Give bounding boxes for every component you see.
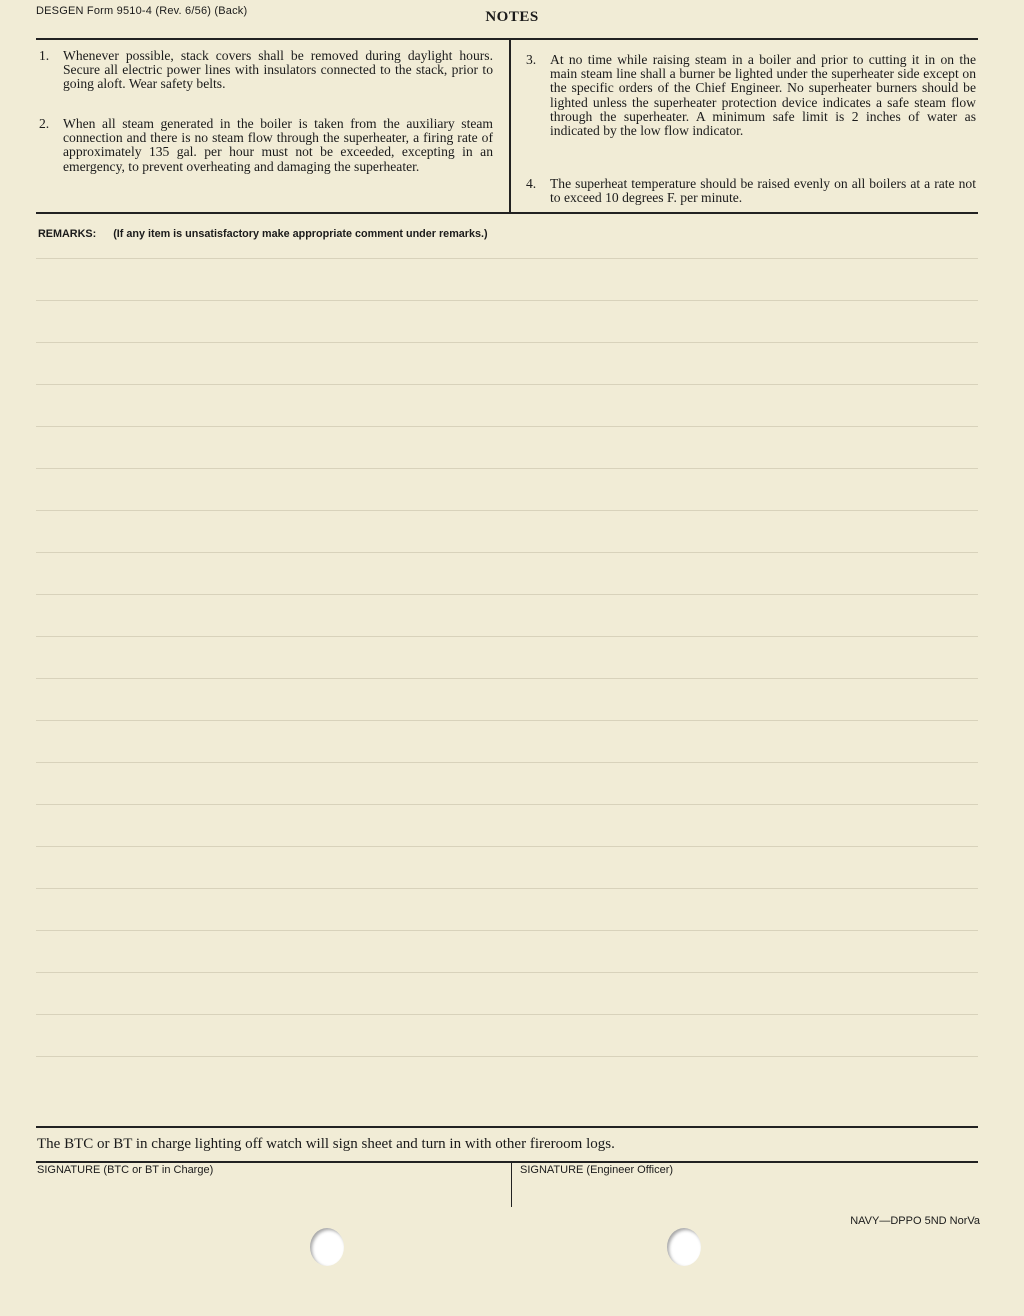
remarks-line [36, 888, 978, 889]
remarks-line [36, 762, 978, 763]
signature-rule [36, 1161, 978, 1163]
remarks-line [36, 1014, 978, 1015]
remarks-instruction: (If any item is unsatisfactory make appropriate comment under remarks.) [113, 228, 488, 240]
remarks-line [36, 258, 978, 259]
note-text: Whenever possible, stack covers shall be removed during daylight hours. Secure all electric power lines with insulators connected to the stack, prior to going aloft. Wear safety belts. [63, 48, 493, 92]
remarks-line [36, 510, 978, 511]
note-2 [39, 117, 493, 207]
punch-hole-right [667, 1228, 701, 1266]
footer-instruction: The BTC or BT in charge lighting off watch will sign sheet and turn in with other fireroom logs. [37, 1136, 615, 1152]
remarks-area[interactable] [36, 244, 978, 1104]
note-number: 3. [526, 52, 537, 67]
note-text: The superheat temperature should be raised evenly on all boilers at a rate not to exceed 10 degrees F. per minute. [550, 176, 976, 206]
remarks-line [36, 804, 978, 805]
remarks-header [38, 228, 488, 240]
remarks-line [36, 846, 978, 847]
remarks-label: REMARKS: [38, 228, 97, 240]
note-text: At no time while raising steam in a boiler and prior to cutting it in on the main steam line shall a burner be lighted under the superheater side except on the specific orders of the Chief Engineer. No superheater burners should be lighted unless the superheater protection device indicates a safe steam flow through the superheater. A minimum safe limit is 2 inches of water as indicated by the low flow indicator. [550, 52, 976, 139]
remarks-line [36, 552, 978, 553]
remarks-line [36, 678, 978, 679]
notes-top-rule [36, 38, 978, 40]
remarks-line [36, 300, 978, 301]
note-4 [526, 177, 976, 209]
note-number: 4. [526, 176, 537, 191]
printer-imprint: NAVY—DPPO 5ND NorVa [850, 1215, 980, 1227]
signature-field-engineer-officer[interactable]: SIGNATURE (Engineer Officer) [520, 1164, 674, 1176]
punch-hole-left [310, 1228, 344, 1266]
remarks-line [36, 972, 978, 973]
remarks-line [36, 636, 978, 637]
notes-column-divider [509, 38, 511, 213]
remarks-line [36, 1056, 978, 1057]
footer-top-rule [36, 1126, 978, 1128]
remarks-line [36, 384, 978, 385]
remarks-line [36, 426, 978, 427]
remarks-line [36, 720, 978, 721]
remarks-line [36, 594, 978, 595]
notes-title: NOTES [485, 9, 539, 25]
remarks-line [36, 930, 978, 931]
note-text: When all steam generated in the boiler is taken from the auxiliary steam connection and there is no steam flow through the superheater, a firing rate of approximately 135 gal. per hour must not be exceeded, excepting in an emergency, to prevent overheating and damaging the superheater. [63, 116, 493, 174]
signature-divider [511, 1161, 512, 1207]
note-1 [39, 49, 493, 109]
form-identifier: DESGEN Form 9510-4 (Rev. 6/56) (Back) [36, 5, 248, 17]
note-number: 2. [39, 116, 50, 131]
note-3 [526, 53, 976, 169]
remarks-line [36, 468, 978, 469]
remarks-line [36, 342, 978, 343]
signature-field-btc[interactable]: SIGNATURE (BTC or BT in Charge) [37, 1164, 214, 1176]
notes-bottom-rule [36, 212, 978, 214]
note-number: 1. [39, 48, 50, 63]
